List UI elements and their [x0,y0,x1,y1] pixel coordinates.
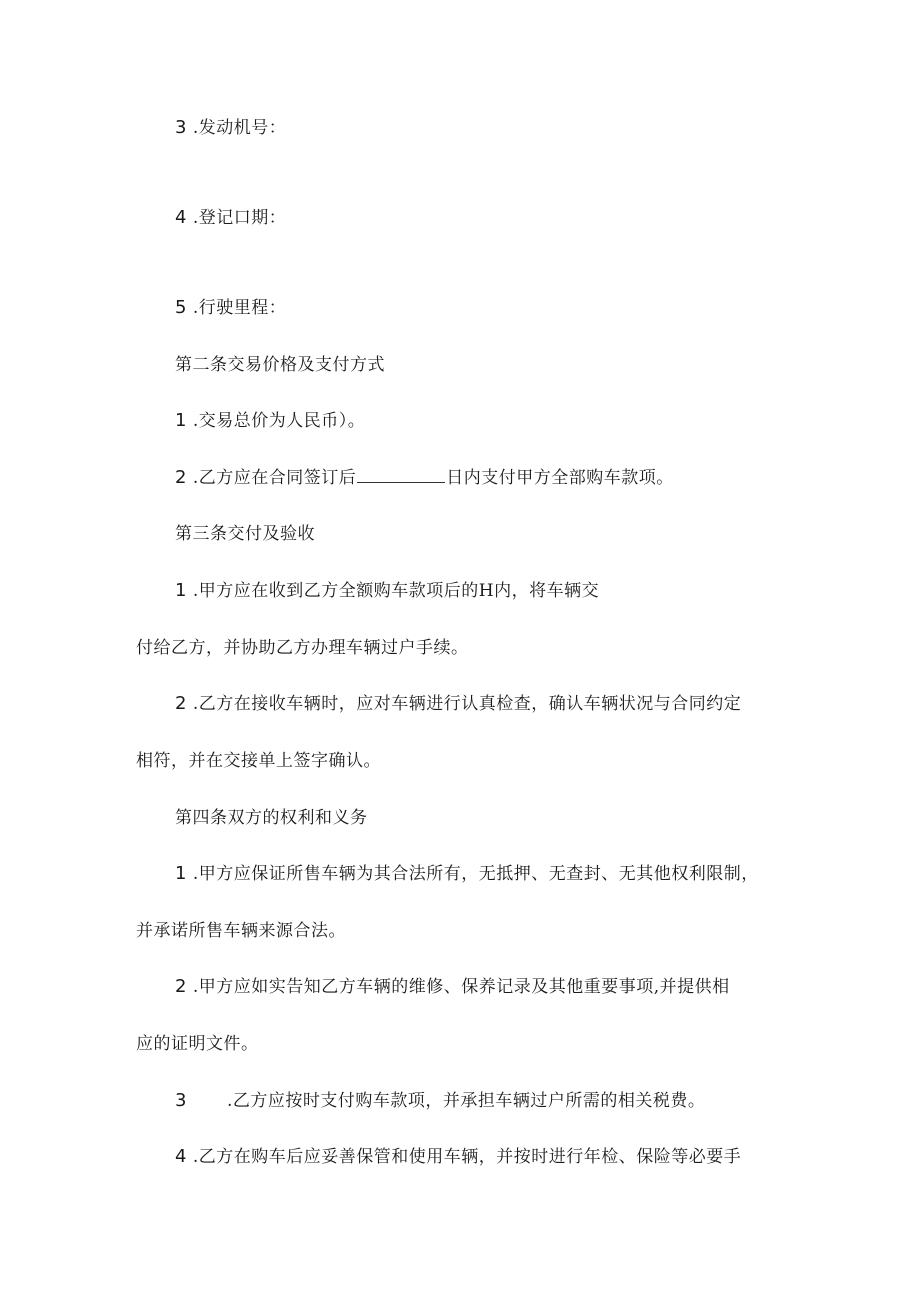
clause-number: 2 [175,693,187,714]
clause-number: 1 [175,580,187,601]
clause-text: .乙方在购车后应妥善保管和使用车辆，并按时进行年检、保险等必要手 [186,1147,742,1167]
item-label: .行驶里程： [186,298,287,318]
fill-in-blank [357,468,445,483]
clause-number: 1 [175,410,187,431]
clause-text: .乙方应在合同签订后 [186,468,357,488]
article-3-clause-2-line-1 [175,692,741,716]
clause-number: 2 [175,976,187,997]
article-3-clause-1-line-1 [175,579,599,603]
article-4-clause-2-line-1 [175,975,730,999]
clause-text: .甲方应如实告知乙方车辆的维修、保养记录及其他重要事项,并提供相 [186,977,730,997]
item-number: 4 [175,207,187,228]
clause-number: 2 [175,467,187,488]
item-mileage [175,296,286,320]
article-3-clause-1-line-2: 付给乙方，并协助乙方办理车辆过户手续。 [136,638,469,658]
article-2-heading: 第二条交易价格及支付方式 [175,355,385,375]
article-3-heading: 第三条交付及验收 [175,524,315,544]
article-4-clause-2-line-2: 应的证明文件。 [136,1034,259,1054]
clause-text: 日内支付甲方全部购车款项。 [446,468,674,488]
clause-number: 1 [175,863,187,884]
clause-text: .乙方应按时支付购车款项，并承担车辆过户所需的相关税费。 [227,1091,706,1111]
article-3-clause-2-line-2: 相符，并在交接单上签字确认。 [136,751,381,771]
article-4-clause-4-line-1 [175,1145,741,1169]
clause-number: 3 [175,1090,187,1111]
item-registration-date [175,206,286,230]
clause-text: .甲方应在收到乙方全额购车款项后的H内，将车辆交 [186,581,600,601]
clause-text: .甲方应保证所售车辆为其合法所有，无抵押、无查封、无其他权利限制， [186,864,759,884]
clause-text: .交易总价为人民币）。 [186,411,366,431]
article-2-clause-2 [175,466,674,490]
article-4-clause-3 [175,1089,705,1113]
clause-number: 4 [175,1146,187,1167]
article-4-clause-1-line-1 [175,862,759,886]
article-2-clause-1 [175,409,365,433]
item-label: .登记口期： [186,208,287,228]
item-number: 5 [175,297,187,318]
item-engine-number [175,116,286,140]
article-4-clause-1-line-2: 并承诺所售车辆来源合法。 [136,921,346,941]
item-number: 3 [175,117,187,138]
clause-text: .乙方在接收车辆时，应对车辆进行认真检查，确认车辆状况与合同约定 [186,694,742,714]
item-label: .发动机号： [186,118,287,138]
article-4-heading: 第四条双方的权利和义务 [175,808,368,828]
